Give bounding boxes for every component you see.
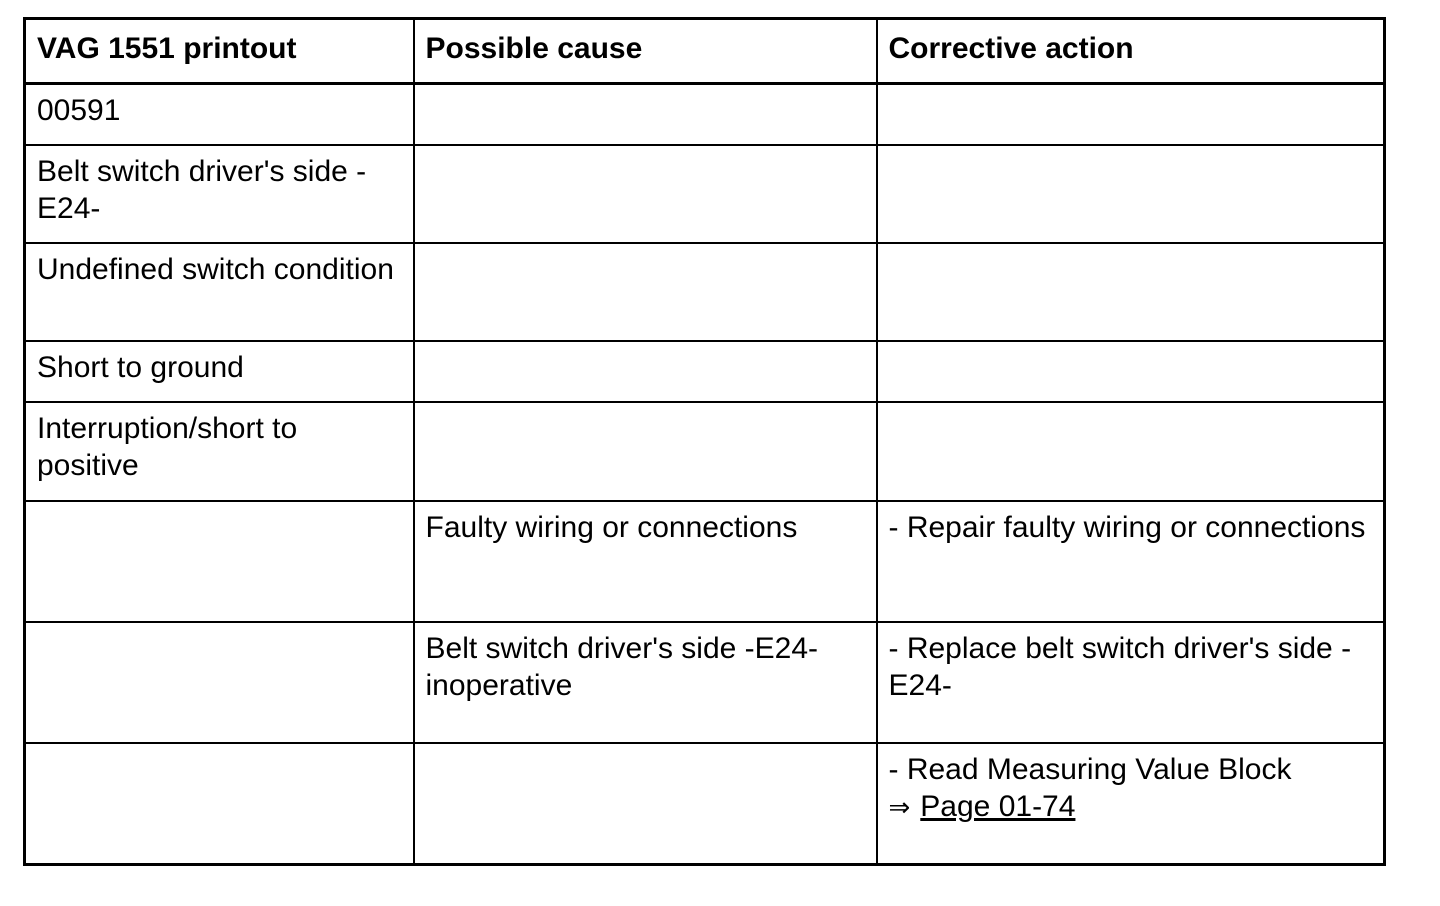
cell-cause: Faulty wiring or connections: [414, 501, 877, 622]
table-row: [25, 501, 1385, 622]
table-row: [25, 341, 1385, 402]
header-corrective-action: Corrective action: [877, 19, 1385, 84]
action-text: - Read Measuring Value Block: [888, 753, 1292, 786]
table-row: [25, 402, 1385, 501]
table-header-row: [25, 19, 1385, 84]
diagnostic-table: [23, 17, 1386, 866]
cell-cause: [414, 243, 877, 341]
cell-action: - Replace belt switch driver's side -E24-: [877, 622, 1385, 743]
cell-action: [877, 243, 1385, 341]
table-row: [25, 243, 1385, 341]
cell-action: [877, 402, 1385, 501]
cell-cause: [414, 743, 877, 865]
page-reference: [889, 788, 1373, 827]
table-row: [25, 743, 1385, 865]
cell-printout: [25, 501, 414, 622]
cell-cause: [414, 145, 877, 243]
cell-cause: Belt switch driver's side -E24- inoperative: [414, 622, 877, 743]
table-row: [25, 622, 1385, 743]
cell-action: [877, 743, 1385, 865]
cell-printout: Undefined switch condition: [25, 243, 414, 341]
cell-printout: [25, 622, 414, 743]
cell-printout: Short to ground: [25, 341, 414, 402]
cell-action: [877, 84, 1385, 146]
cell-cause: [414, 84, 877, 146]
cell-action: [877, 341, 1385, 402]
cell-printout: Interruption/short to positive: [25, 402, 414, 501]
cell-action: [877, 145, 1385, 243]
cell-action: - Repair faulty wiring or connections: [877, 501, 1385, 622]
right-double-arrow-icon: ⇒: [888, 793, 911, 823]
cell-printout: 00591: [25, 84, 414, 146]
cell-cause: [414, 402, 877, 501]
page-link[interactable]: Page 01-74: [920, 790, 1076, 823]
header-vag-printout: VAG 1551 printout: [25, 19, 414, 84]
cell-printout: Belt switch driver's side -E24-: [25, 145, 414, 243]
header-possible-cause: Possible cause: [414, 19, 877, 84]
cell-printout: [25, 743, 414, 865]
cell-cause: [414, 341, 877, 402]
table-row: [25, 84, 1385, 146]
table-row: [25, 145, 1385, 243]
